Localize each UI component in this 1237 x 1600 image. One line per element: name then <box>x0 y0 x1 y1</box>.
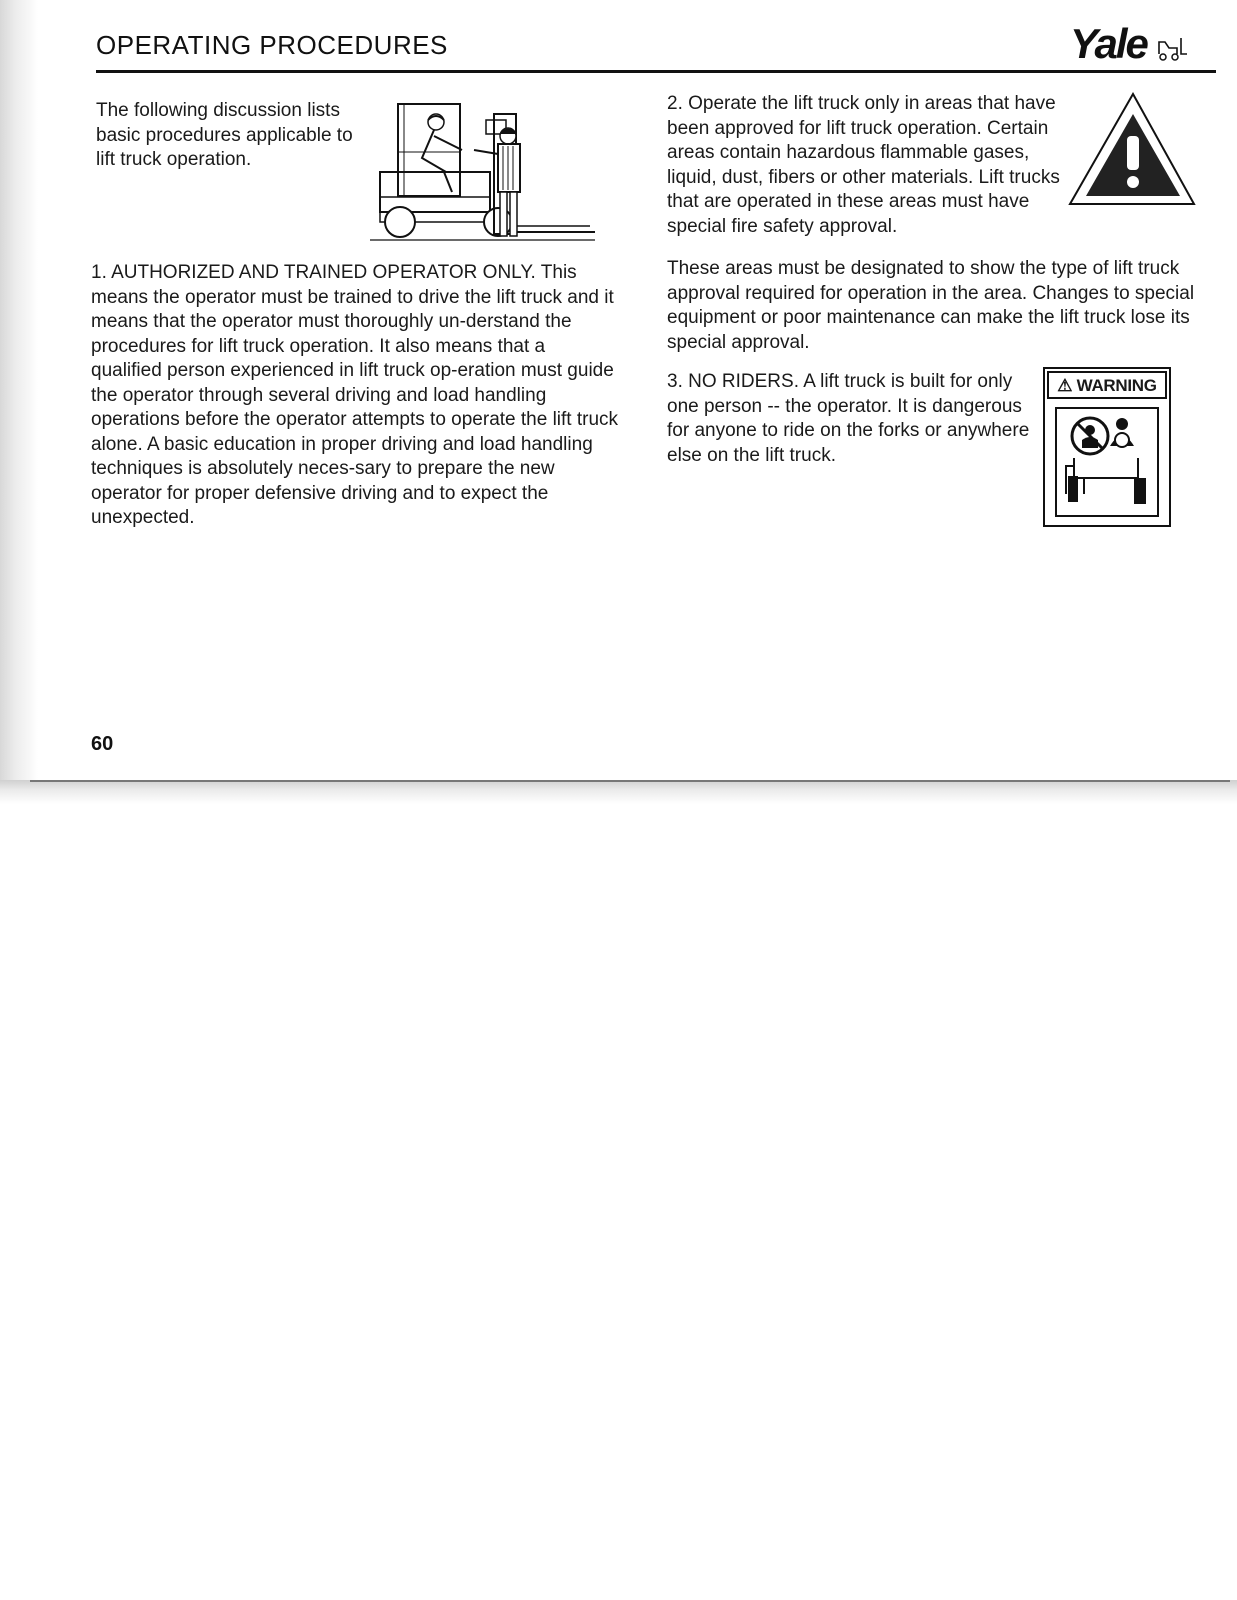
warning-heading: ⚠ WARNING <box>1047 371 1167 399</box>
hazard-triangle-icon <box>1068 92 1198 210</box>
intro-paragraph: The following discussion lists basic procedures applicable to lift truck operation. <box>96 100 353 170</box>
header-rule <box>96 70 1216 73</box>
forklift-logo-icon <box>1155 36 1189 62</box>
item-1-authorized-operator: 1. AUTHORIZED AND TRAINED OPERATOR ONLY. This means the operator must be trained to drive the lift truck and it means that the operator must thoroughly un-derstand the procedures for lift truck operation. It also means that a qualified person experienced in lift truck op-eration must guide the operator through several driving and load handling operations before the operator attempts to operate the lift truck alone. A basic education in proper driving and load handling techniques is absolutely neces-sary to prepare the new operator for proper defensive driving and to expect the unexpected. <box>91 262 619 528</box>
warning-label <box>1043 367 1171 527</box>
forklift-operator-illustration <box>370 102 602 244</box>
no-riders-icon <box>1054 406 1160 518</box>
yale-logo <box>1070 20 1200 70</box>
page-bottom-shadow <box>0 780 1237 804</box>
item-3-no-riders: 3. NO RIDERS. A lift truck is built for only one person -- the operator. It is dangerous for anyone to ride on the forks or anywhere else on the lift truck. <box>667 371 1030 466</box>
item-2-continuation: These areas must be designated to show the type of lift truck approval required for operation in the area. Changes to special equipment or poor maintenance can make the lift truck lose its special approval. <box>667 258 1195 353</box>
item-2-approved-areas: 2. Operate the lift truck only in areas that have been approved for lift truck operation. Certain areas contain hazardous flammable gases, liquid, dust, fibers or other materials. Lift trucks that are operated in these areas must have special fire safety approval. <box>667 93 1060 237</box>
scan-edge-shadow <box>0 0 38 790</box>
page-bottom-edge <box>30 780 1230 782</box>
page-title: OPERATING PROCEDURES <box>96 30 448 60</box>
page-number: 60 <box>91 733 114 755</box>
logo-text: Yale <box>1070 20 1147 67</box>
